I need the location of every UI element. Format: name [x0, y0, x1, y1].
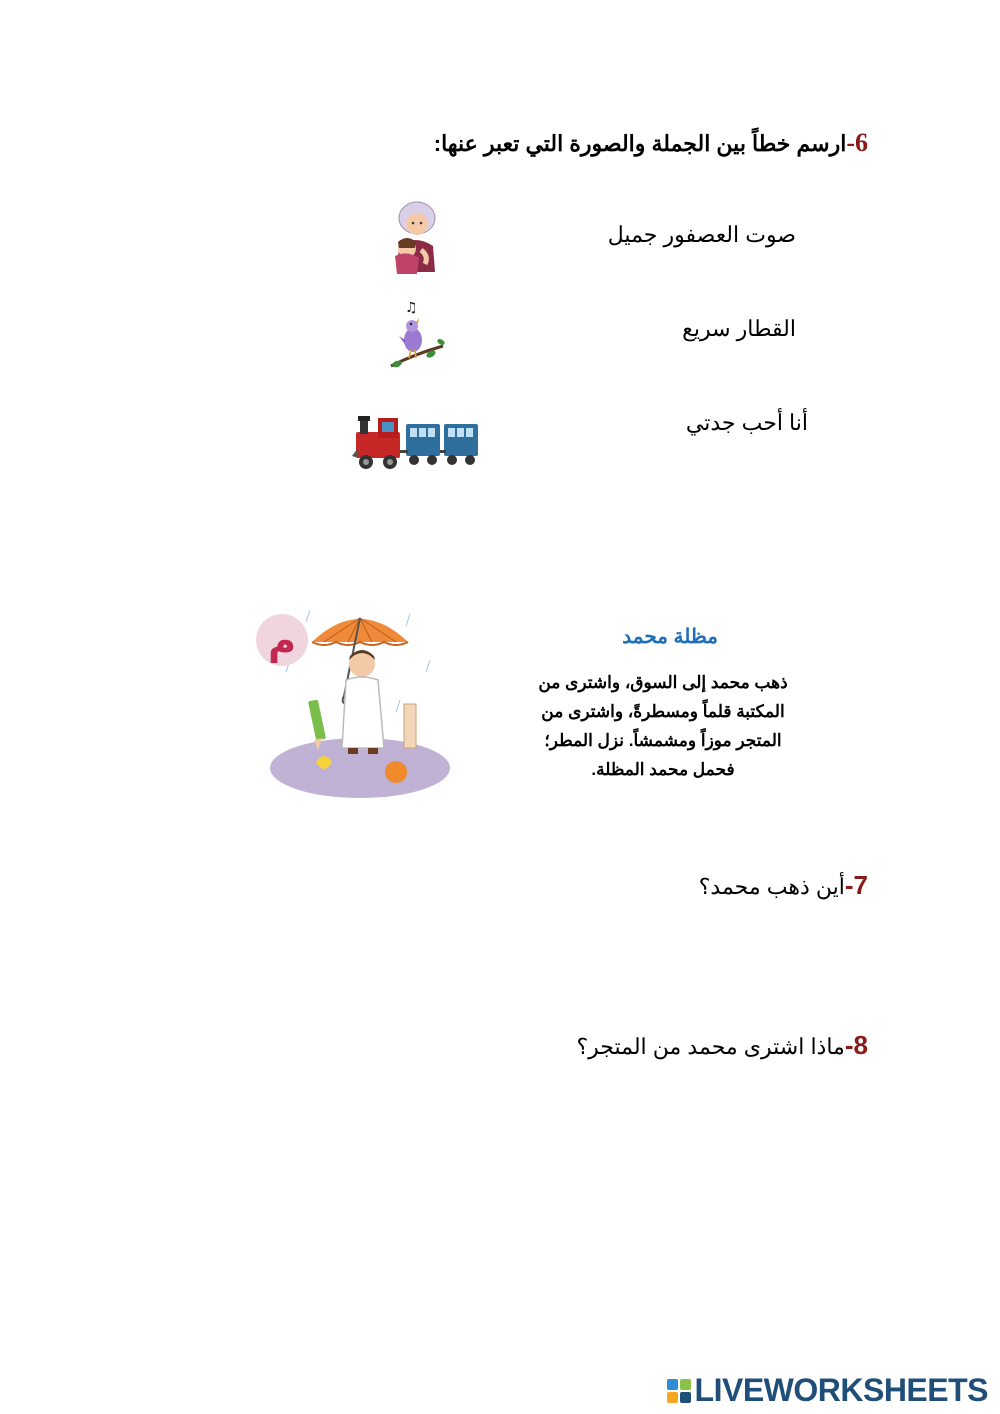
liveworksheets-logo	[667, 1372, 988, 1409]
sentence-grandmother: أنا أحب جدتي	[685, 410, 808, 435]
question-6-heading	[434, 128, 868, 158]
story-badge-letter: م	[268, 619, 296, 663]
logo-text: LIVEWORKSHEETS	[694, 1372, 988, 1408]
question-text: ماذا اشترى محمد من المتجر؟	[576, 1034, 845, 1059]
story-line: فحمل محمد المظلة.	[591, 760, 735, 779]
story-illustration	[250, 600, 462, 806]
story-line: المكتبة قلماً ومسطرةً، واشترى من	[541, 702, 785, 721]
story-line: ذهب محمد إلى السوق، واشترى من	[538, 673, 788, 692]
sentence-train: القطار سريع	[682, 316, 796, 341]
bird-on-branch-icon[interactable]	[385, 296, 449, 374]
question-8	[576, 1030, 868, 1061]
story-line: المتجر موزاً ومشمشاً. نزل المطر؛	[544, 731, 782, 750]
sentence-bird: صوت العصفور جميل	[607, 222, 796, 247]
story-body	[518, 668, 808, 784]
svg-text:♫: ♫	[405, 300, 418, 316]
question-number: 8-	[844, 1030, 868, 1060]
question-number: 7-	[844, 870, 868, 900]
question-7	[699, 870, 868, 901]
question-number: 6-	[846, 128, 868, 157]
question-text: ارسم خطاً بين الجملة والصورة التي تعبر عنها:	[433, 131, 847, 156]
grandmother-hug-icon[interactable]	[385, 198, 445, 278]
story-title: مظلة محمد	[622, 626, 718, 648]
train-icon[interactable]	[350, 410, 482, 474]
logo-blocks-icon	[667, 1379, 691, 1403]
question-text: أين ذهب محمد؟	[698, 874, 845, 899]
